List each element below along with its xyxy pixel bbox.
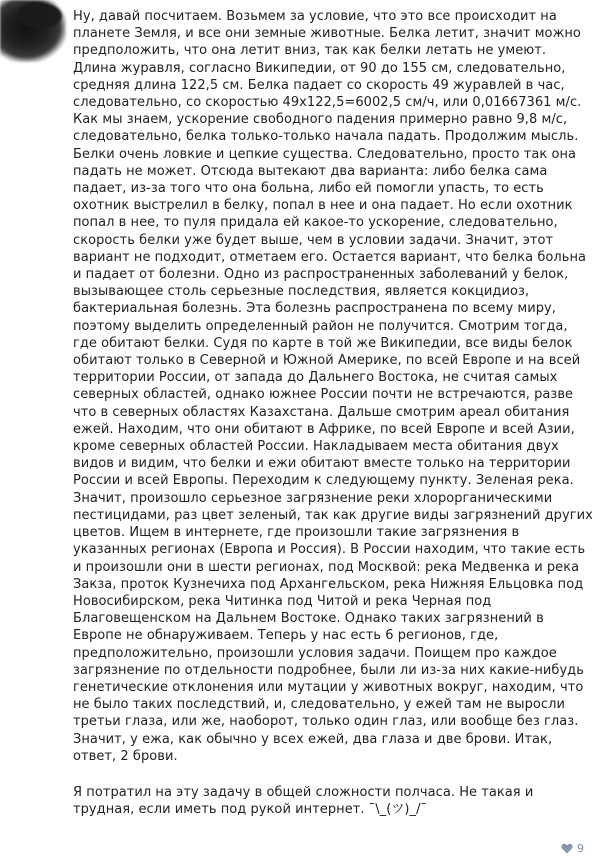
avatar[interactable] [0,0,66,62]
avatar-redaction [18,2,62,28]
comment-paragraph: Ну, давай посчитаем. Возьмем за условие, что это все происходит на планете Земля, и все они земные животные. Белка летит, значит можно предположить, что она летит вниз, так как белки летать не умеют. Длина журавля, согласно Википедии, от 90 до 155 см, следовательно, средняя длина 122,5 см. Белка падает со скорость 49 журавлей в час, следовательно, со скоростью 49x122,5=6002,5 см/ч, или 0,01667361 м/с. Как мы знаем, ускорение свободного падения примерно равно 9,8 м/с, следовательно, белка только-только начала падать. Продолжим мысль. Белки очень ловкие и цепкие существа. Следовательно, просто так она падать не может. Отсюда вытекают два варианта: либо белка сама падает, из-за того что она больна, либо ей помогли упасть, то есть охотник выстрелил в белку, попал в нее и она падает. Но если охотник попал в нее, то пуля придала ей какое-то ускорение, следовательно, скорость белки уже будет выше, чем в условии задачи. Значит, этот вариант не подходит, отметаем его. Остается вариант, что белка больна и падает от болезни. Одно из распространенных заболеваний у белок, вызывающее столь серьезные последствия, является кокцидиоз, бактериальная болезнь. Эта болезнь распространена по всему миру, поэтому выделить определенный район не получится. Смотрим тогда, где обитают белки. Судя по карте в той же Википедии, все виды белок обитают только в Северной и Южной Америке, по всей Европе и на всей территории России, от запада до Дальнего Востока, не считая самых северных областей, однако южнее России почти не встречаются, разве что в северных областях Казахстана. Дальше смотрим ареал обитания ежей. Находим, что они обитают в Африке, по всей Европе и всей Азии, кроме северных областей России. Накладываем места обитания двух видов и видим, что белки и ежи обитают вместе только на территории России и всей Европы. Переходим к следующему пункту. Зеленая река. Значит, произошло серьезное загрязнение реки хлорорганическими пестицидами, раз цвет зеленый, так как другие виды загрязнений других цветов. Ищем в интернете, где произошли такие загрязнения в указанных регионах (Европа и Россия). В России находим, что такие есть и произошли они в шести регионах, под Москвой: река Медвенка и река Закза, проток Кузнечиха под Архангельском, река Нижняя Ельцовка под Новосибирском, река Читинка под Читой и река Черная под Благовещенском на Дальнем Востоке. Однако таких загрязнений в Европе не обнаруживаем. Теперь у нас есть 6 регионов, где, предположительно, произошли условия задачи. Поищем про каждое загрязнение по отдельности подробнее, были ли из-за них какие-нибудь генетические отклонения или мутации у животных вокруг, находим, что не было таких последствий, и, следовательно, у ежей там не выросли третьи глаза, или же, наоборот, только один глаз, или вообще без глаз. Значит, у ежа, как обычно у всех ежей, два глаза и две брови. Итак, ответ, 2 брови. [73,9,593,764]
like-button[interactable] [561,842,584,855]
like-count: 9 [577,842,584,855]
heart-icon [561,843,573,854]
comment-body [73,8,593,818]
comment-paragraph: Я потратил на эту задачу в общей сложности полчаса. Не такая и трудная, если иметь под рукой интернет. ¯\_(ツ)_/¯ [73,784,534,818]
